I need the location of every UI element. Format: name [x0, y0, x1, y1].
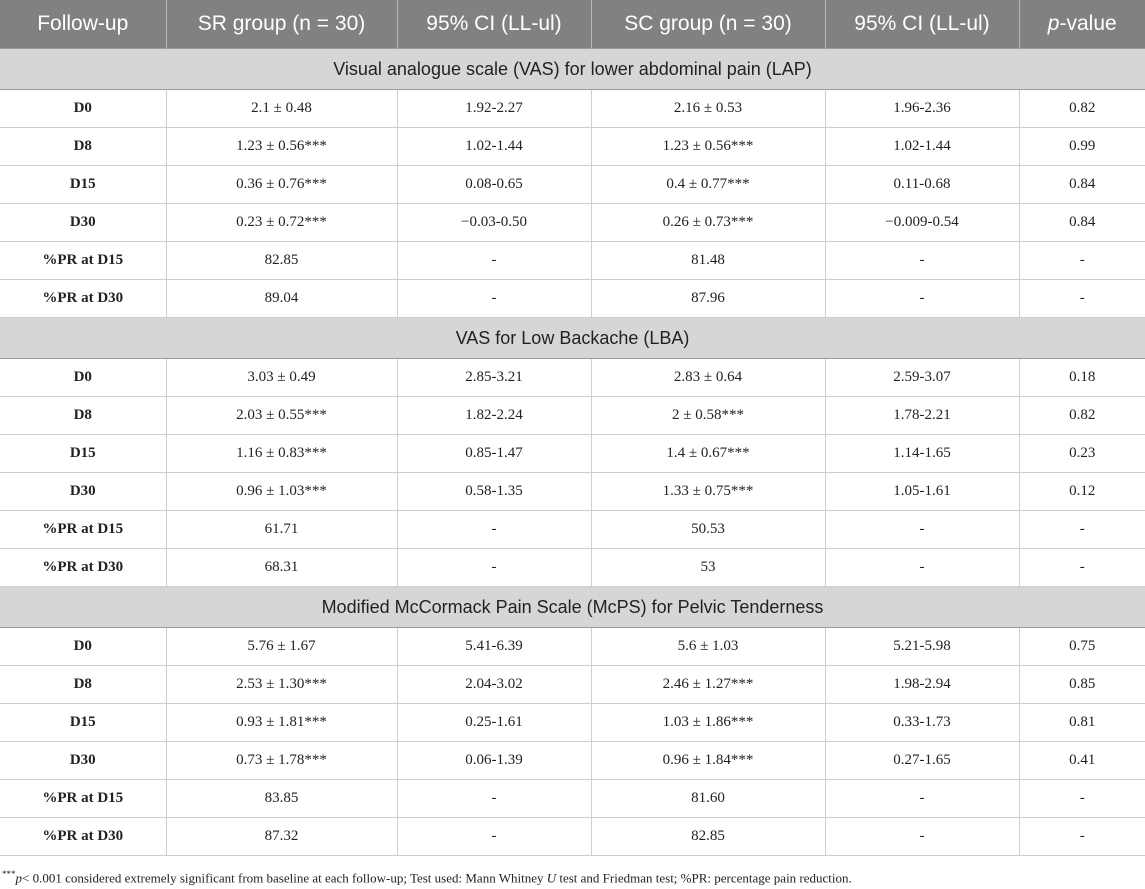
- cell-followup: D8: [0, 666, 166, 704]
- cell-p-value: 0.84: [1019, 204, 1145, 242]
- cell-sc-value: 1.33 ± 0.75***: [591, 473, 825, 511]
- cell-ci-sc: 0.27-1.65: [825, 742, 1019, 780]
- table-row: [0, 166, 1145, 204]
- cell-ci-sr: -: [397, 280, 591, 318]
- cell-sr-value: 1.16 ± 0.83***: [166, 435, 397, 473]
- cell-sc-value: 81.60: [591, 780, 825, 818]
- cell-p-value: 0.84: [1019, 166, 1145, 204]
- cell-ci-sc: −0.009-0.54: [825, 204, 1019, 242]
- header-row: [0, 0, 1145, 49]
- cell-p-value: -: [1019, 511, 1145, 549]
- header-sr-group: SR group (n = 30): [166, 0, 397, 49]
- table-row: [0, 435, 1145, 473]
- cell-followup: D0: [0, 628, 166, 666]
- cell-ci-sc: 1.02-1.44: [825, 128, 1019, 166]
- cell-sr-value: 82.85: [166, 242, 397, 280]
- table-row: [0, 473, 1145, 511]
- cell-followup: D8: [0, 128, 166, 166]
- cell-followup: D30: [0, 473, 166, 511]
- cell-ci-sc: 0.11-0.68: [825, 166, 1019, 204]
- header-followup: Follow-up: [0, 0, 166, 49]
- table-row: [0, 549, 1145, 587]
- table-row: [0, 818, 1145, 856]
- cell-sc-value: 5.6 ± 1.03: [591, 628, 825, 666]
- cell-sc-value: 53: [591, 549, 825, 587]
- cell-followup: D30: [0, 742, 166, 780]
- cell-p-value: -: [1019, 780, 1145, 818]
- cell-ci-sr: 2.85-3.21: [397, 359, 591, 397]
- table-row: [0, 742, 1145, 780]
- cell-ci-sc: -: [825, 511, 1019, 549]
- cell-sr-value: 61.71: [166, 511, 397, 549]
- cell-sr-value: 2.1 ± 0.48: [166, 90, 397, 128]
- cell-sc-value: 82.85: [591, 818, 825, 856]
- cell-followup: D15: [0, 435, 166, 473]
- section-header-row: [0, 587, 1145, 628]
- cell-sr-value: 0.36 ± 0.76***: [166, 166, 397, 204]
- cell-sc-value: 1.03 ± 1.86***: [591, 704, 825, 742]
- cell-sr-value: 0.73 ± 1.78***: [166, 742, 397, 780]
- cell-p-value: 0.41: [1019, 742, 1145, 780]
- cell-followup: %PR at D30: [0, 549, 166, 587]
- cell-followup: D15: [0, 704, 166, 742]
- header-p-italic: p: [1047, 12, 1060, 35]
- cell-ci-sr: 0.08-0.65: [397, 166, 591, 204]
- cell-ci-sr: -: [397, 242, 591, 280]
- cell-ci-sc: -: [825, 780, 1019, 818]
- table-row: [0, 90, 1145, 128]
- cell-sc-value: 2.46 ± 1.27***: [591, 666, 825, 704]
- cell-ci-sr: 1.92-2.27: [397, 90, 591, 128]
- cell-sc-value: 1.23 ± 0.56***: [591, 128, 825, 166]
- table-footnote: [2, 869, 1142, 886]
- cell-ci-sr: 0.85-1.47: [397, 435, 591, 473]
- section-header-row: [0, 49, 1145, 90]
- cell-ci-sc: 1.98-2.94: [825, 666, 1019, 704]
- cell-ci-sr: 0.06-1.39: [397, 742, 591, 780]
- cell-sc-value: 81.48: [591, 242, 825, 280]
- cell-sc-value: 1.4 ± 0.67***: [591, 435, 825, 473]
- cell-p-value: -: [1019, 549, 1145, 587]
- table-row: [0, 397, 1145, 435]
- section-title: Modified McCormack Pain Scale (McPS) for Pelvic Tenderness: [0, 587, 1145, 628]
- cell-ci-sc: 1.78-2.21: [825, 397, 1019, 435]
- header-sc-group: SC group (n = 30): [591, 0, 825, 49]
- cell-p-value: 0.82: [1019, 397, 1145, 435]
- cell-sc-value: 87.96: [591, 280, 825, 318]
- section-title: VAS for Low Backache (LBA): [0, 318, 1145, 359]
- header-p-value: [1019, 0, 1145, 49]
- cell-ci-sr: 5.41-6.39: [397, 628, 591, 666]
- cell-sr-value: 5.76 ± 1.67: [166, 628, 397, 666]
- cell-sc-value: 0.4 ± 0.77***: [591, 166, 825, 204]
- header-ci-sc: 95% CI (LL-ul): [825, 0, 1019, 49]
- table-row: [0, 628, 1145, 666]
- cell-p-value: 0.12: [1019, 473, 1145, 511]
- cell-sr-value: 68.31: [166, 549, 397, 587]
- cell-followup: D0: [0, 359, 166, 397]
- table-row: [0, 704, 1145, 742]
- cell-sc-value: 0.96 ± 1.84***: [591, 742, 825, 780]
- cell-sr-value: 2.03 ± 0.55***: [166, 397, 397, 435]
- cell-ci-sc: -: [825, 549, 1019, 587]
- cell-ci-sc: 5.21-5.98: [825, 628, 1019, 666]
- cell-ci-sr: 0.58-1.35: [397, 473, 591, 511]
- table-header: [0, 0, 1145, 49]
- cell-p-value: 0.23: [1019, 435, 1145, 473]
- cell-ci-sc: 0.33-1.73: [825, 704, 1019, 742]
- cell-followup: %PR at D15: [0, 242, 166, 280]
- cell-sr-value: 83.85: [166, 780, 397, 818]
- cell-ci-sc: 1.05-1.61: [825, 473, 1019, 511]
- cell-ci-sc: -: [825, 818, 1019, 856]
- cell-sc-value: 2 ± 0.58***: [591, 397, 825, 435]
- cell-sr-value: 2.53 ± 1.30***: [166, 666, 397, 704]
- cell-ci-sr: -: [397, 780, 591, 818]
- cell-ci-sc: 2.59-3.07: [825, 359, 1019, 397]
- cell-followup: %PR at D15: [0, 780, 166, 818]
- cell-p-value: 0.82: [1019, 90, 1145, 128]
- table-row: [0, 780, 1145, 818]
- cell-sc-value: 2.83 ± 0.64: [591, 359, 825, 397]
- cell-sc-value: 50.53: [591, 511, 825, 549]
- cell-sr-value: 87.32: [166, 818, 397, 856]
- cell-followup: %PR at D15: [0, 511, 166, 549]
- footnote-part2: test and Friedman test; %PR: percentage pain reduction.: [556, 870, 852, 886]
- cell-ci-sr: 0.25-1.61: [397, 704, 591, 742]
- cell-followup: D30: [0, 204, 166, 242]
- cell-followup: D8: [0, 397, 166, 435]
- header-ci-sr: 95% CI (LL-ul): [397, 0, 591, 49]
- cell-p-value: -: [1019, 242, 1145, 280]
- cell-followup: %PR at D30: [0, 280, 166, 318]
- cell-ci-sc: 1.96-2.36: [825, 90, 1019, 128]
- cell-sr-value: 89.04: [166, 280, 397, 318]
- table-row: [0, 359, 1145, 397]
- cell-followup: D15: [0, 166, 166, 204]
- cell-p-value: 0.99: [1019, 128, 1145, 166]
- cell-sc-value: 0.26 ± 0.73***: [591, 204, 825, 242]
- cell-sc-value: 2.16 ± 0.53: [591, 90, 825, 128]
- header-p-rest: -value: [1059, 12, 1117, 35]
- footnote-u: U: [546, 870, 557, 886]
- cell-p-value: 0.81: [1019, 704, 1145, 742]
- cell-sr-value: 0.96 ± 1.03***: [166, 473, 397, 511]
- cell-sr-value: 0.23 ± 0.72***: [166, 204, 397, 242]
- cell-ci-sc: 1.14-1.65: [825, 435, 1019, 473]
- cell-ci-sr: −0.03-0.50: [397, 204, 591, 242]
- cell-ci-sr: -: [397, 549, 591, 587]
- cell-ci-sr: 1.02-1.44: [397, 128, 591, 166]
- table-row: [0, 280, 1145, 318]
- cell-p-value: -: [1019, 818, 1145, 856]
- cell-p-value: 0.85: [1019, 666, 1145, 704]
- footnote-p: p: [15, 870, 22, 886]
- cell-ci-sc: -: [825, 242, 1019, 280]
- footnote-stars: ***: [2, 869, 16, 879]
- table-row: [0, 511, 1145, 549]
- cell-ci-sr: -: [397, 818, 591, 856]
- cell-p-value: 0.75: [1019, 628, 1145, 666]
- cell-sr-value: 3.03 ± 0.49: [166, 359, 397, 397]
- cell-ci-sr: -: [397, 511, 591, 549]
- cell-ci-sr: 1.82-2.24: [397, 397, 591, 435]
- cell-ci-sc: -: [825, 280, 1019, 318]
- cell-sr-value: 0.93 ± 1.81***: [166, 704, 397, 742]
- cell-p-value: -: [1019, 280, 1145, 318]
- table-row: [0, 242, 1145, 280]
- cell-followup: %PR at D30: [0, 818, 166, 856]
- section-title: Visual analogue scale (VAS) for lower abdominal pain (LAP): [0, 49, 1145, 90]
- cell-sr-value: 1.23 ± 0.56***: [166, 128, 397, 166]
- table-row: [0, 128, 1145, 166]
- footnote-part1: < 0.001 considered extremely significant from baseline at each follow-up; Test used: Mann Whitney: [22, 870, 547, 886]
- table-row: [0, 666, 1145, 704]
- table-body: [0, 49, 1145, 856]
- cell-p-value: 0.18: [1019, 359, 1145, 397]
- section-header-row: [0, 318, 1145, 359]
- cell-ci-sr: 2.04-3.02: [397, 666, 591, 704]
- cell-followup: D0: [0, 90, 166, 128]
- table-row: [0, 204, 1145, 242]
